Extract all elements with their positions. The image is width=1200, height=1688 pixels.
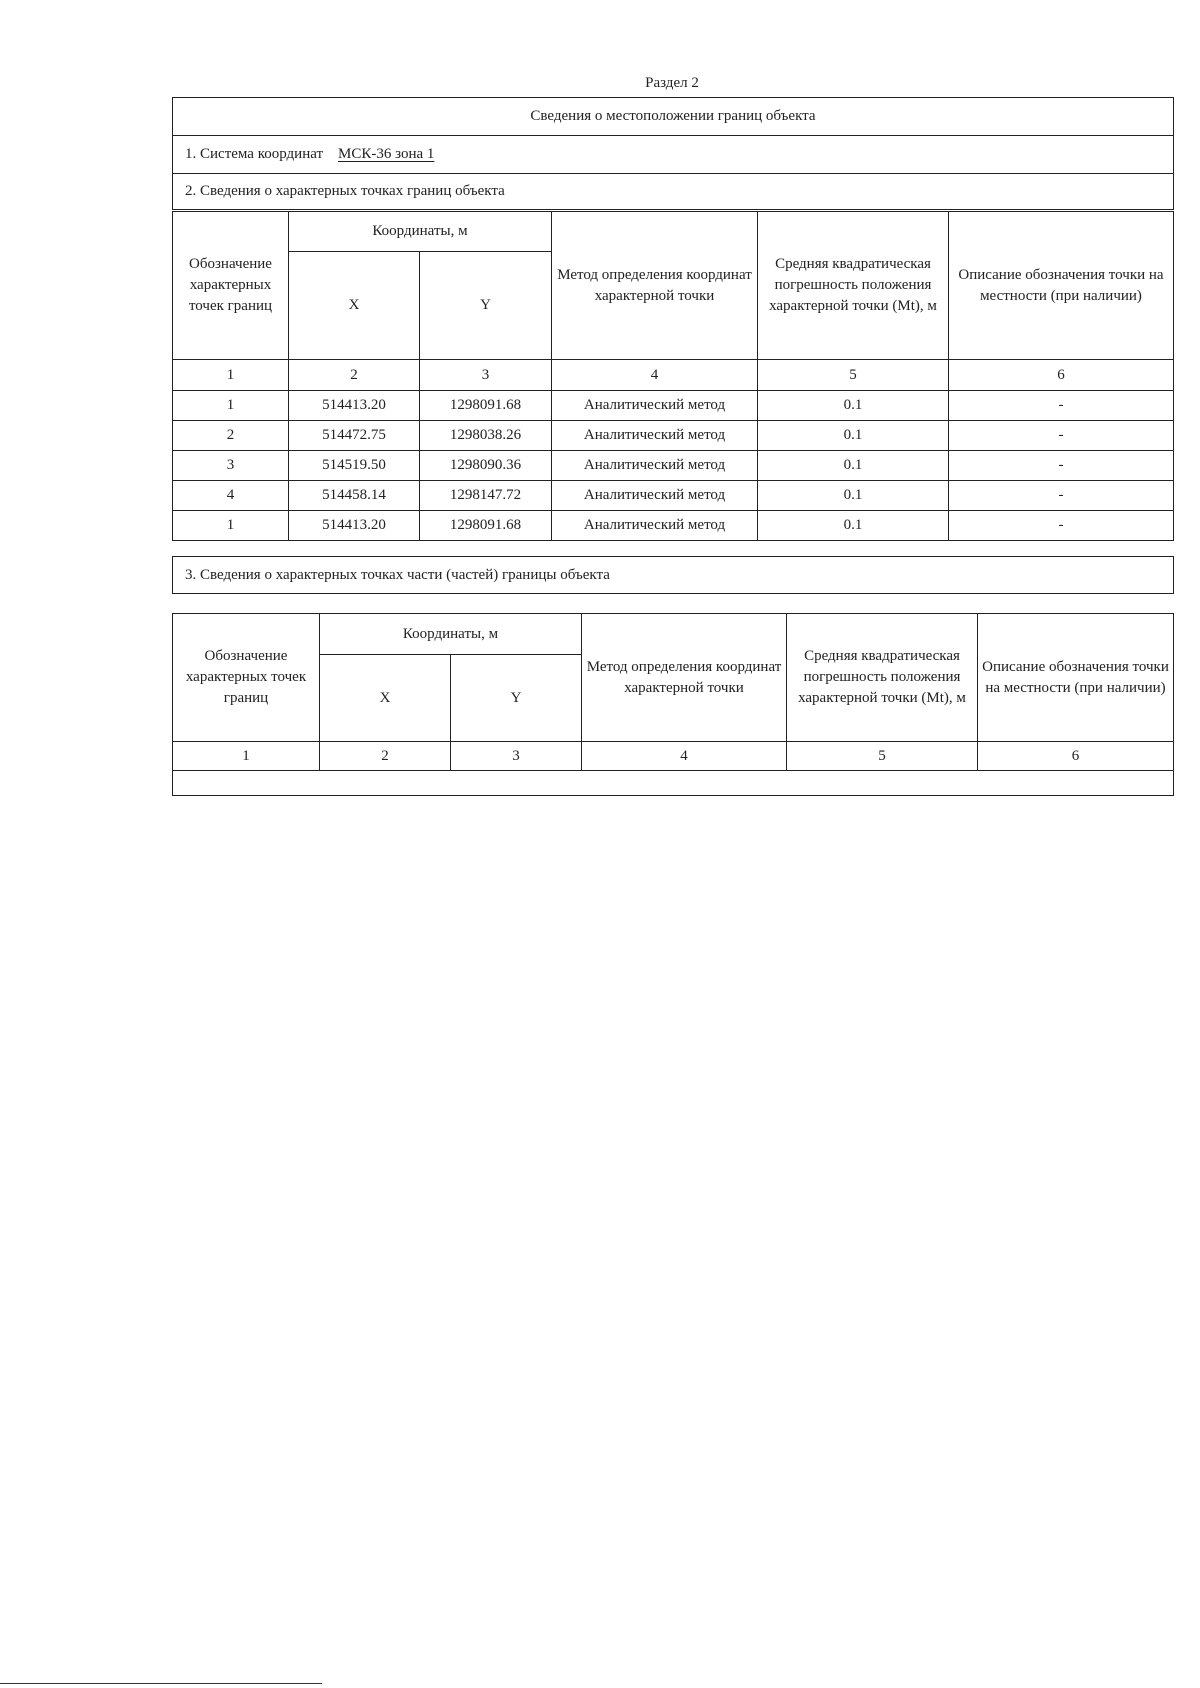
col-num: 4 [582,742,787,771]
point-error: 0.1 [758,451,949,481]
table-row [173,481,1174,511]
col-num: 3 [451,742,582,771]
header-error: Средняя квадратическая погрешность положения характерной точки (Mt), м [787,614,978,742]
point-x: 514519.50 [289,451,420,481]
point-description: - [949,481,1174,511]
point-id: 2 [173,421,289,451]
point-x: 514413.20 [289,511,420,541]
table-row [173,511,1174,541]
boundary-info-table [172,97,1174,210]
header-method: Метод определения координат характерной точки [582,614,787,742]
main-title: Сведения о местоположении границ объекта [173,98,1174,136]
point-error: 0.1 [758,511,949,541]
header-coords: Координаты, м [320,614,582,655]
point-id: 4 [173,481,289,511]
point-x: 514458.14 [289,481,420,511]
point-description: - [949,451,1174,481]
point-x: 514472.75 [289,421,420,451]
section2-title: 2. Сведения о характерных точках границ объекта [173,174,1174,210]
part-points-table [172,613,1174,796]
section-heading: Раздел 2 [645,75,699,91]
coord-system-row [173,136,1174,174]
point-y: 1298091.68 [420,391,552,421]
header-designation: Обозначение характерных точек границ [173,614,320,742]
point-error: 0.1 [758,391,949,421]
header-x: X [320,655,451,742]
point-method: Аналитический метод [552,421,758,451]
header-description: Описание обозначения точки на местности (при наличии) [978,614,1174,742]
point-method: Аналитический метод [552,391,758,421]
point-id: 3 [173,451,289,481]
header-method: Метод определения координат характерной точки [552,212,758,360]
point-y: 1298090.36 [420,451,552,481]
point-id: 1 [173,391,289,421]
table-row [173,451,1174,481]
col-num: 5 [787,742,978,771]
header-designation: Обозначение характерных точек границ [173,212,289,360]
footnote-separator [0,1683,322,1684]
header-error: Средняя квадратическая погрешность положения характерной точки (Mt), м [758,212,949,360]
point-x: 514413.20 [289,391,420,421]
point-method: Аналитический метод [552,451,758,481]
col-num: 4 [552,360,758,391]
header-coords: Координаты, м [289,212,552,252]
coord-system-label: 1. Система координат [185,146,324,162]
column-numbers-row [173,360,1174,391]
point-method: Аналитический метод [552,481,758,511]
col-num: 1 [173,742,320,771]
point-description: - [949,511,1174,541]
col-num: 1 [173,360,289,391]
col-num: 6 [978,742,1174,771]
point-description: - [949,391,1174,421]
col-num: 2 [320,742,451,771]
points-table [172,211,1174,541]
point-y: 1298147.72 [420,481,552,511]
header-description: Описание обозначения точки на местности (при наличии) [949,212,1174,360]
col-num: 3 [420,360,552,391]
point-id: 1 [173,511,289,541]
point-method: Аналитический метод [552,511,758,541]
header-x: X [289,252,420,360]
coord-system-value: МСК-36 зона 1 [338,146,435,162]
section3-title: 3. Сведения о характерных точках части (частей) границы объекта [173,557,1174,594]
empty-cell [173,771,1174,796]
header-y: Y [420,252,552,360]
empty-row [173,771,1174,796]
point-error: 0.1 [758,421,949,451]
point-error: 0.1 [758,481,949,511]
col-num: 6 [949,360,1174,391]
point-description: - [949,421,1174,451]
column-numbers-row [173,742,1174,771]
section3-title-table [172,556,1174,594]
header-y: Y [451,655,582,742]
point-y: 1298038.26 [420,421,552,451]
col-num: 2 [289,360,420,391]
point-y: 1298091.68 [420,511,552,541]
table-row [173,391,1174,421]
table-row [173,421,1174,451]
col-num: 5 [758,360,949,391]
